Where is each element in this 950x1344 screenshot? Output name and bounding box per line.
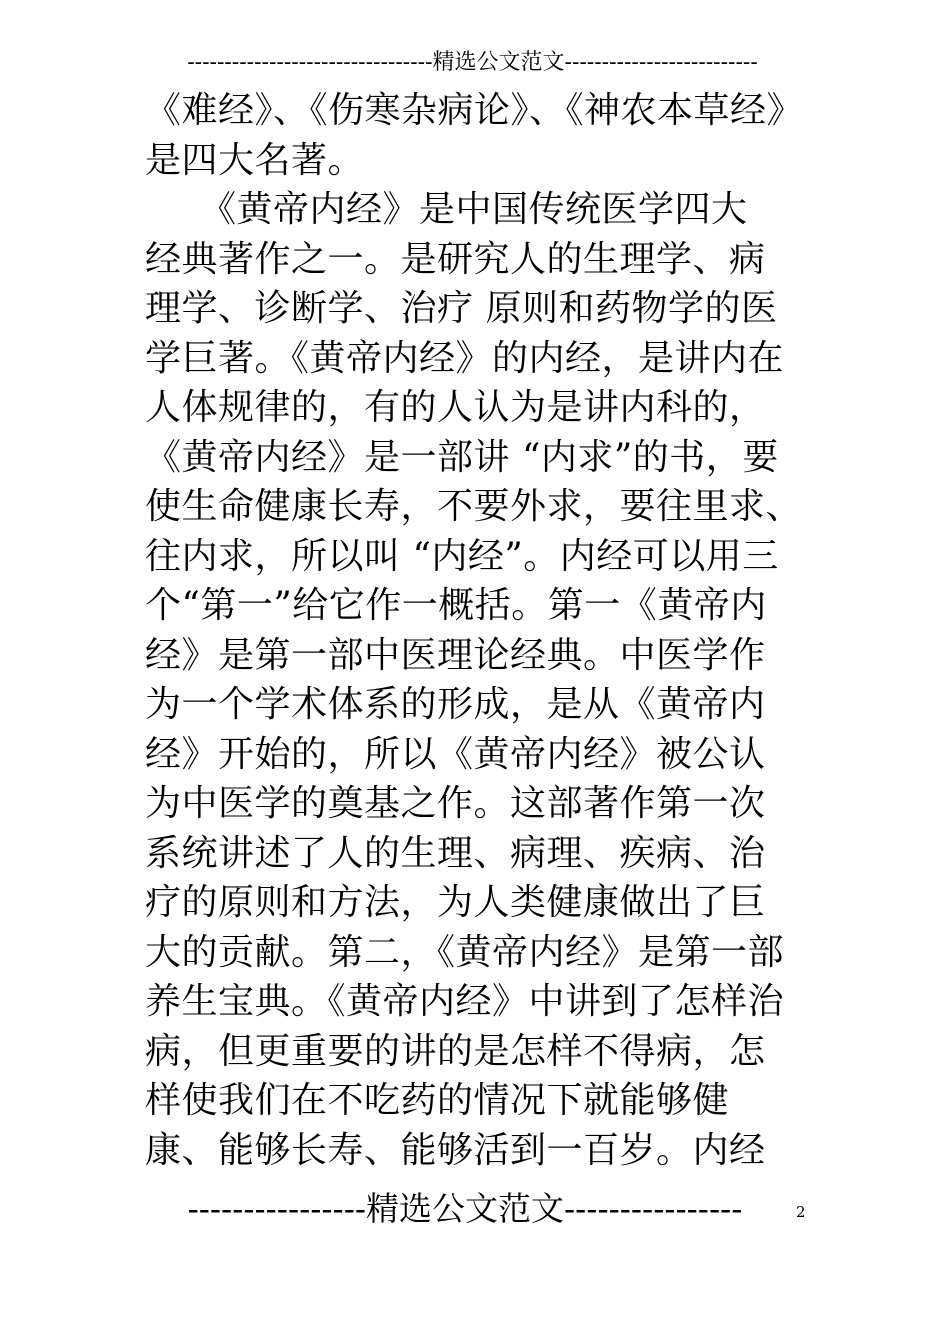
text-line: 学巨著。《黄帝内经》的内经，是讲内在 [145,337,785,379]
text-line: 经》开始的，所以《黄帝内经》被公认 [145,733,766,775]
text-line: 经》是第一部中医理论经典。中医学作 [145,634,766,676]
text-line: 往内求，所以叫 “内经”。内经可以用三 [145,535,779,577]
text-line: 《难经》、《伤寒杂病论》、《神农本草经》 [145,90,804,131]
text-line: 《黄帝内经》是一部讲 “内求”的书，要 [145,436,779,478]
page-footer: ----------------精选公文范文---------------- [187,1189,743,1228]
text-line: 《黄帝内经》是中国传统医学四大 [145,189,748,230]
text-line: 经典著作之一。是研究人的生理学、病 [145,238,766,280]
text-line: 个“第一”给它作一概括。第一《黄帝内 [145,585,767,626]
text-line: 为一个学术体系的形成，是从《黄帝内 [145,684,766,725]
text-line: 大的贡献。第二，《黄帝内经》是第一部 [145,931,785,973]
document-body [145,86,815,1175]
text-line: 样使我们在不吃药的情况下就能够健 [145,1080,730,1121]
page-header: ---------------------------------精选公文范文-------------------------- [187,50,758,75]
text-line: 人体规律的，有的人认为是讲内科的， [145,387,766,428]
text-line: 为中医学的奠基之作。这部著作第一次 [145,783,766,824]
text-line: 疗的原则和方法，为人类健康做出了巨 [145,882,766,923]
text-line: 病，但更重要的讲的是怎样不得病，怎 [145,1030,766,1072]
text-line: 养生宝典。《黄帝内经》中讲到了怎样治 [145,981,785,1022]
text-line: 使生命健康长寿，不要外求，要往里求、 [145,486,803,527]
text-line: 康、能够长寿、能够活到一百岁。内经 [145,1129,766,1171]
text-line: 理学、诊断学、治疗 原则和药物学的医 [145,288,778,329]
text-line: 系统讲述了人的生理、病理、疾病、治 [145,832,766,874]
page-number: 2 [796,1203,806,1221]
text-line: 是四大名著。 [145,139,365,181]
